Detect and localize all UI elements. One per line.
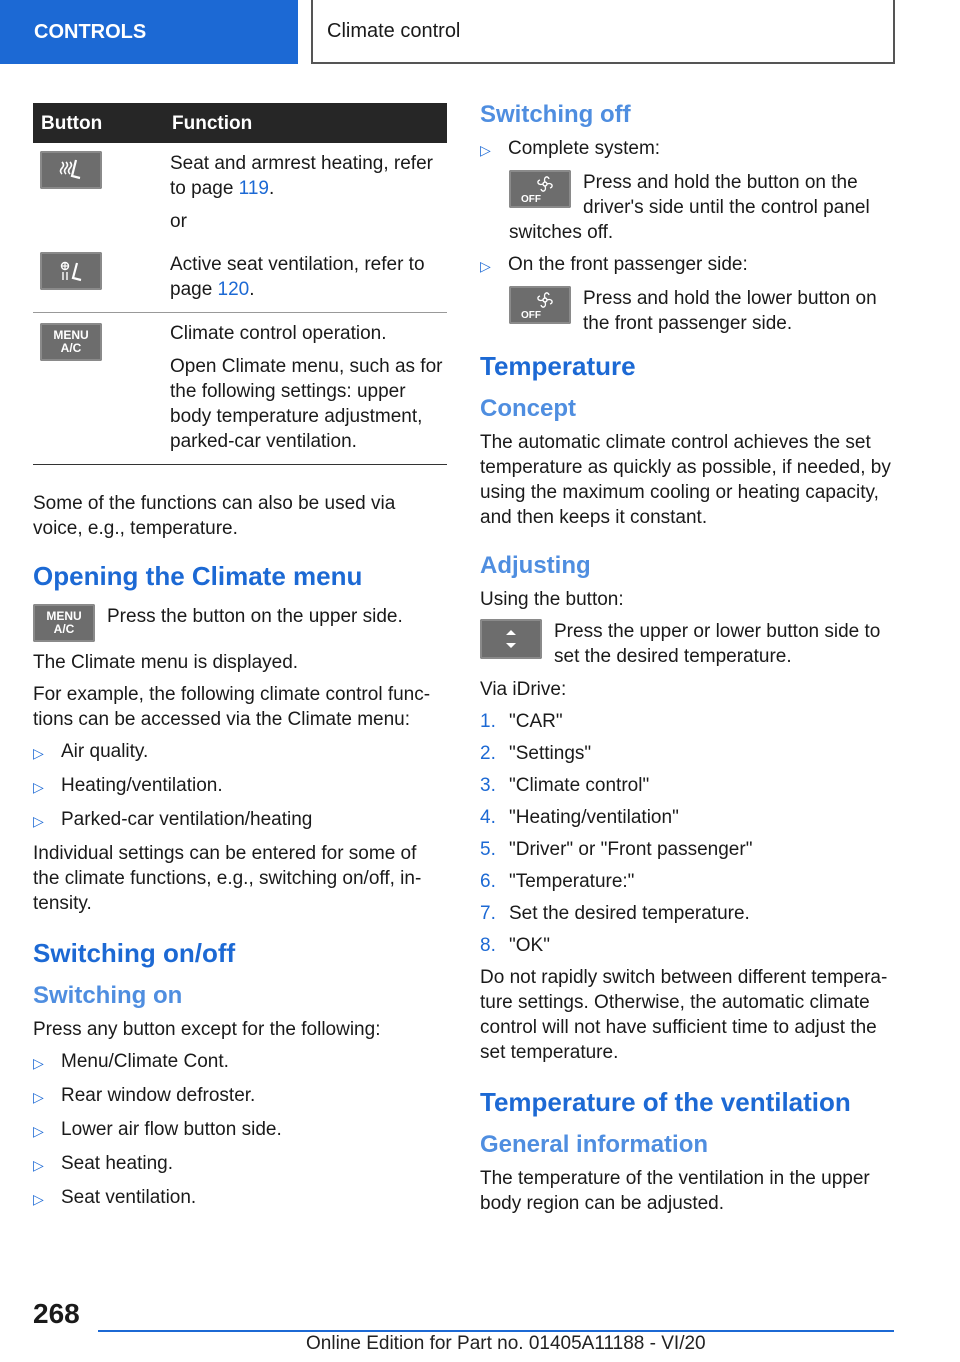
menu-ac-button-icon: MENU A/C bbox=[40, 323, 102, 361]
list-item: ▷ Menu/Climate Cont. bbox=[33, 1049, 447, 1076]
fan-off-button-icon bbox=[509, 286, 571, 324]
triangle-bullet-icon: ▷ bbox=[33, 779, 44, 795]
heading-adjusting: Adjusting bbox=[480, 552, 591, 579]
triangle-bullet-icon: ▷ bbox=[480, 258, 491, 274]
heading-temperature: Temperature bbox=[480, 351, 636, 381]
heading-switching-off: Switching off bbox=[480, 101, 631, 128]
footer-divider bbox=[98, 1330, 894, 1332]
table-row: Active seat ventilation, refer to page 120. bbox=[33, 244, 447, 313]
section-label: CONTROLS bbox=[34, 20, 147, 43]
example-text: For example, the following climate control func‐tions can be accessed via the Climate menu: bbox=[33, 684, 431, 730]
page-link-120[interactable]: 120 bbox=[217, 279, 250, 300]
triangle-bullet-icon: ▷ bbox=[33, 1055, 44, 1071]
climate-operation-text: Climate control operation. bbox=[170, 323, 387, 344]
heading-opening-climate-menu: Opening the Climate menu bbox=[33, 561, 363, 591]
opening-press-text: Press the button on the upper side. bbox=[107, 606, 403, 627]
heading-switching-on-off: Switching on/off bbox=[33, 938, 236, 968]
list-item: 5. "Driver" or "Front passenger" bbox=[480, 839, 753, 860]
list-item: 1. "CAR" bbox=[480, 711, 563, 732]
list-item: ▷ Seat heating. bbox=[33, 1151, 447, 1178]
triangle-bullet-icon: ▷ bbox=[480, 142, 491, 158]
via-idrive-text: Via iDrive: bbox=[480, 679, 567, 700]
triangle-bullet-icon: ▷ bbox=[33, 813, 44, 829]
heading-concept: Concept bbox=[480, 395, 576, 422]
table-row: Seat and armrest heating, refer to page 119. or bbox=[33, 143, 447, 244]
list-item: ▷ Heating/ventilation. bbox=[33, 773, 447, 800]
general-information-text: The temperature of the ventilation in the upper body region can be adjusted. bbox=[480, 1168, 870, 1214]
seat-ventilation-text: Active seat ventilation, refer to page bbox=[170, 254, 425, 300]
list-item: 3. "Climate control" bbox=[480, 775, 650, 796]
left-column bbox=[33, 103, 447, 1219]
climate-menu-settings-text: Open Climate menu, such as for the following settings: upper body temperature adjustment, parked-car ventilation. bbox=[170, 356, 443, 452]
triangle-bullet-icon: ▷ bbox=[33, 1089, 44, 1105]
seat-heating-text: Seat and armrest heating, refer to page bbox=[170, 153, 433, 199]
list-item: ▷ On the front passenger side: bbox=[480, 252, 894, 279]
list-item: 4. "Heating/ventilation" bbox=[480, 807, 679, 828]
right-column: Switching off ▷ Complete system: OFF Press and hold the button on the driver's side until the control panel switches off. ▷ On the front passenger side: OFF Press and hold the lower button on the front passenger side. Temperature Concept The automatic climate control achieves the set temperature as quickly as possible, if needed, by using the maximum cooling or heating capacity, and then keeps it constant. Adjusting Using the button: Press the upper or lower button side to set the desired temperature. Via iDrive: 1. "CAR" 2. "Settings" 3. "Climate control" 4. "Heating/ventilation" 5. "Driver" or "Front passenger" 6. "Temperature:" 7. Set the desired temperature. 8. "OK" Do not rapidly switch between different tempera‐ture settings. Otherwise, the automatic climate control will not have sufficient time to adjust the set temperature. Temperature of the ventilation General information The temperature of the ventilation in the upper body region can be adjusted. bbox=[480, 100, 894, 1223]
seat-heating-button-icon bbox=[40, 151, 102, 189]
heading-temperature-ventilation: Temperature of the ventilation bbox=[480, 1087, 851, 1117]
rapid-switch-warning-text: Do not rapidly switch between different tempera‐ture settings. Otherwise, the automatic climate control will not have sufficient time to adjust the set temperature. bbox=[480, 967, 888, 1063]
triangle-bullet-icon: ▷ bbox=[33, 1123, 44, 1139]
voice-intro-text: Some of the functions can also be used via voice, e.g., temperature. bbox=[33, 493, 396, 539]
menu-ac-button-icon: MENU A/C bbox=[33, 604, 95, 642]
list-item: 6. "Temperature:" bbox=[480, 871, 635, 892]
list-item: ▷ Air quality. bbox=[33, 739, 447, 766]
fan-off-button-icon bbox=[509, 170, 571, 208]
switching-on-text: Press any button except for the following: bbox=[33, 1019, 381, 1040]
complete-system-text: Press and hold the button on the driver's side until the control panel bbox=[583, 172, 870, 218]
menu-displayed-text: The Climate menu is displayed. bbox=[33, 652, 299, 673]
triangle-bullet-icon: ▷ bbox=[33, 1191, 44, 1207]
table-header-function: Function bbox=[170, 103, 447, 143]
edition-text: Online Edition for Part no. 01405A11188 - VI/20 bbox=[306, 1333, 706, 1354]
seat-ventilation-button-icon bbox=[40, 252, 102, 290]
off-label: OFF bbox=[521, 310, 541, 321]
list-item: ▷ Rear window defroster. bbox=[33, 1083, 447, 1110]
list-item: ▷ Lower air flow button side. bbox=[33, 1117, 447, 1144]
triangle-bullet-icon: ▷ bbox=[33, 1157, 44, 1173]
table-row bbox=[33, 313, 447, 465]
button-function-table bbox=[33, 103, 447, 465]
section-tab bbox=[0, 0, 298, 64]
heading-switching-on: Switching on bbox=[33, 982, 183, 1009]
individual-settings-text: Individual settings can be entered for some of the climate functions, e.g., switching on/off, in‐tensity. bbox=[33, 843, 422, 914]
chapter-title: Climate control bbox=[327, 19, 461, 42]
or-text: or bbox=[170, 211, 187, 232]
list-item: 2. "Settings" bbox=[480, 743, 592, 764]
list-item: ▷ Complete system: bbox=[480, 136, 894, 163]
triangle-bullet-icon: ▷ bbox=[33, 745, 44, 761]
off-label: OFF bbox=[521, 194, 541, 205]
passenger-side-text: Press and hold the lower button on the front passenger side. bbox=[583, 288, 877, 334]
up-down-button-icon bbox=[480, 619, 542, 659]
chapter-title-box bbox=[311, 0, 895, 64]
page-link-119[interactable]: 119 bbox=[238, 178, 269, 199]
using-button-text: Using the button: bbox=[480, 589, 624, 610]
table-header-button: Button bbox=[33, 103, 170, 143]
page-number: 268 bbox=[33, 1298, 80, 1329]
heading-general-information: General information bbox=[480, 1131, 709, 1158]
list-item: ▷ Parked-car ventilation/heating bbox=[33, 807, 447, 834]
up-down-text: Press the upper or lower button side to set the desired temperature. bbox=[554, 621, 881, 667]
list-item: 8. "OK" bbox=[480, 935, 550, 956]
concept-text: The automatic climate control achieves the set temperature as quickly as possible, if needed, by using the maximum cooling or heating capacity, and then keeps it constant. bbox=[480, 432, 891, 528]
list-item: 7. Set the desired temperature. bbox=[480, 903, 750, 924]
list-item: ▷ Seat ventilation. bbox=[33, 1185, 447, 1212]
